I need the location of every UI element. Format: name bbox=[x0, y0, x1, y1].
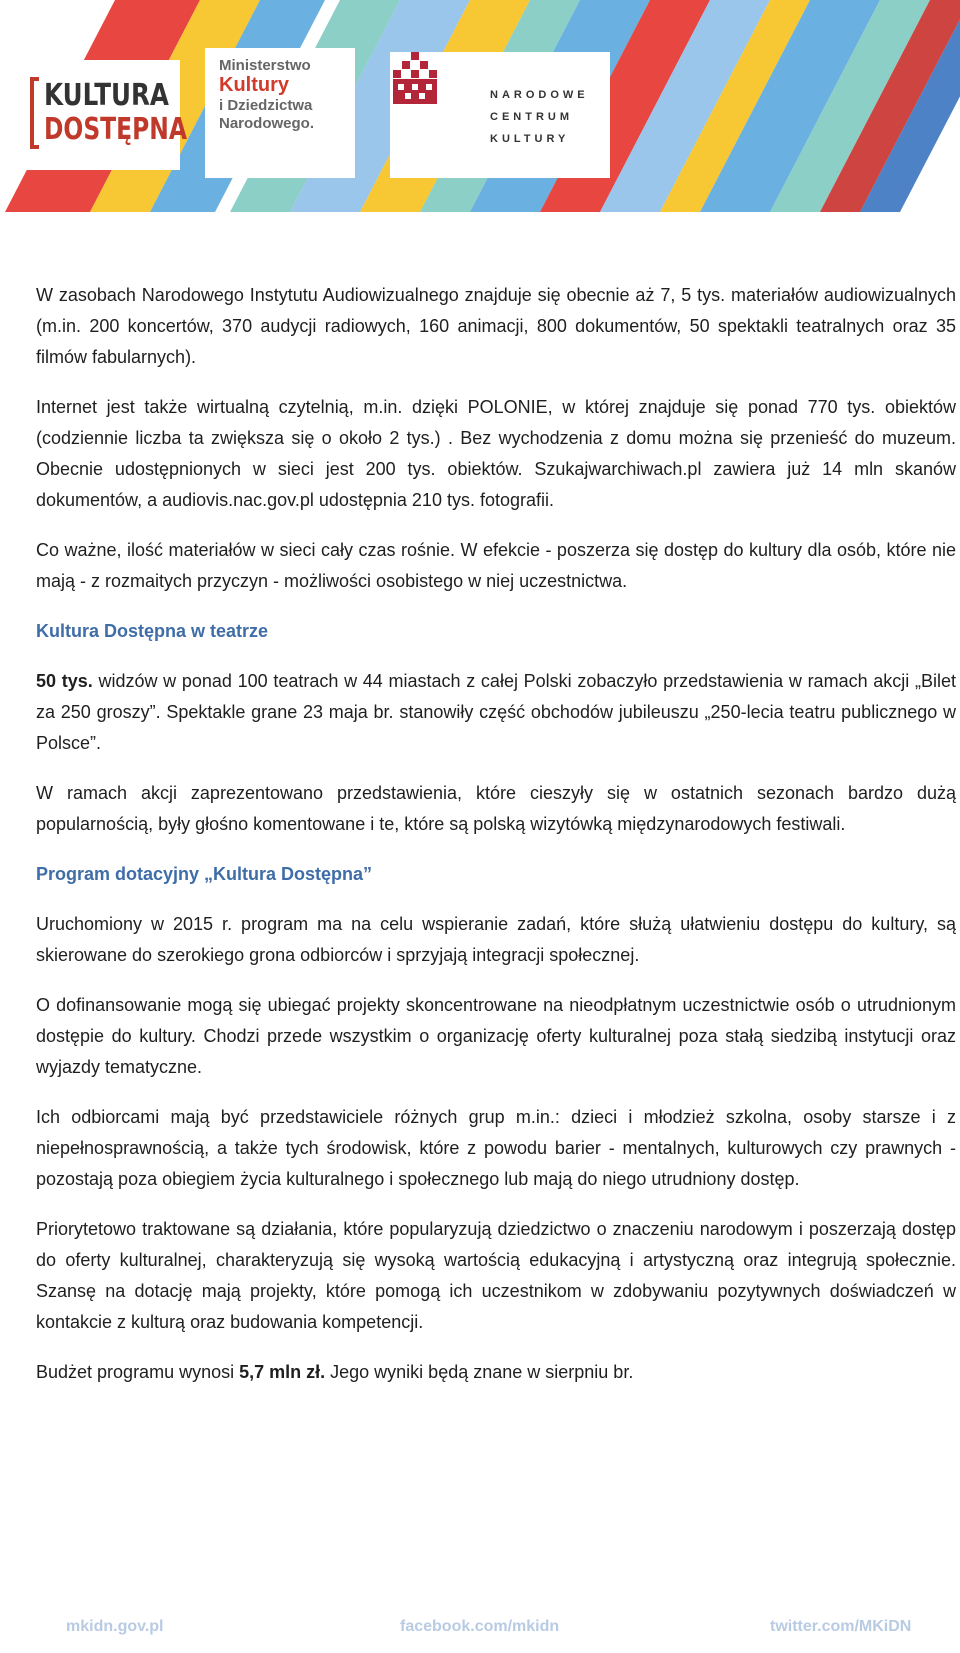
nck-emblem-icon bbox=[390, 52, 440, 104]
footer-twitter-link[interactable]: twitter.com/MKiDN bbox=[770, 1618, 912, 1635]
logo-bracket bbox=[30, 77, 39, 149]
paragraph-polona: Internet jest także wirtualną czytelnią, m.in. dzięki POLONIE, w której znajduje się ponad 770 tys. obiektów (codziennie liczba ta zwiększa się o około 2 tys.) . Bez wychodzenia z domu można się przenieść do muzeum. Obecnie udostępnionych w sieci jest 200 tys. obiektów. Szukajwarchiwach.pl zawiera już 14 mln skanów dokumentów, a audiovis.nac.gov.pl udostępnia 210 tys. fotografii. bbox=[36, 397, 956, 510]
logo-dostepna-word: DOSTĘPNA bbox=[44, 112, 187, 147]
paragraph-budget bbox=[36, 1357, 956, 1388]
highlight-viewers: 50 tys. bbox=[36, 671, 93, 691]
heading-theatre: Kultura Dostępna w teatrze bbox=[36, 621, 269, 641]
footer-facebook-link[interactable]: facebook.com/mkidn bbox=[400, 1618, 560, 1635]
nck-name bbox=[490, 84, 589, 150]
nck-line2: CENTRUM bbox=[490, 111, 573, 123]
budget-text-a: Budżet programu wynosi bbox=[36, 1362, 240, 1382]
kultura-dostepna-logo bbox=[30, 75, 187, 155]
budget-amount: 5,7 mln zł. bbox=[239, 1362, 326, 1382]
logo-kultura-word: KULTURA bbox=[44, 78, 169, 113]
paragraph-theatre-shows: W ramach akcji zaprezentowano przedstawienia, które cieszyły się w ostatnich sezonach bardzo dużą popularnością, były głośno komentowane i te, które są polską wizytówką międzynarodowych festiwali. bbox=[36, 783, 956, 834]
nck-line3: KULTURY bbox=[490, 133, 570, 145]
nck-line1: NARODOWE bbox=[490, 89, 589, 101]
banner-bottom-edge bbox=[0, 212, 960, 230]
footer-website-link[interactable]: mkidn.gov.pl bbox=[66, 1618, 164, 1635]
nck-logo bbox=[390, 52, 610, 178]
paragraph-access: Co ważne, ilość materiałów w sieci cały czas rośnie. W efekcie - poszerza się dostęp do kultury dla osób, które nie mają - z rozmaitych przyczyn - możliwości osobistego w niej uczestnictwa. bbox=[36, 540, 956, 591]
article-body bbox=[36, 280, 956, 1388]
header-banner bbox=[0, 0, 960, 230]
paragraph-program-recipients: Ich odbiorcami mają być przedstawiciele różnych grup m.in.: dzieci i młodzież szkolna, osoby starsze i z niepełnosprawnością, a także tych środowisk, które z powodu barier - mentalnych, kulturowych czy prawnych - pozostają poza obiegiem życia kulturalnego i społecznego lub mają do niego utrudniony dostęp. bbox=[36, 1107, 956, 1189]
ministry-logo-line1: Ministerstwo bbox=[219, 57, 311, 74]
heading-program: Program dotacyjny „Kultura Dostępna” bbox=[36, 864, 373, 884]
paragraph-program-funding: O dofinansowanie mogą się ubiegać projekty skoncentrowane na nieodpłatnym uczestnictwie osób o utrudnionym dostępie do kultury. Chodzi przede wszystkim o organizację oferty kulturalnej poza stałą siedzibą instytucji oraz wyjazdy tematyczne. bbox=[36, 995, 956, 1077]
budget-text-b: Jego wyniki będą znane w sierpniu br. bbox=[325, 1362, 634, 1382]
ministry-logo bbox=[205, 48, 355, 178]
paragraph-program-launch: Uruchomiony w 2015 r. program ma na celu wspieranie zadań, które służą ułatwieniu dostępu do kultury, są skierowane do szerokiego grona odbiorców i sprzyjają integracji społecznej. bbox=[36, 914, 956, 965]
paragraph-theatre-text: widzów w ponad 100 teatrach w 44 miastach z całej Polski zobaczyło przedstawienia w ramach akcji „Bilet za 250 groszy”. Spektakle grane 23 maja br. stanowiły część obchodów jubileuszu „250-lecia teatru publicznego w Polsce”. bbox=[36, 671, 957, 753]
paragraph-nina: W zasobach Narodowego Instytutu Audiowizualnego znajduje się obecnie aż 7, 5 tys. materiałów audiowizualnych (m.in. 200 koncertów, 370 audycji radiowych, 160 animacji, 800 dokumentów, 50 spektakli teatralnych oraz 35 filmów fabularnych). bbox=[36, 285, 956, 367]
ministry-logo-line2: Kultury bbox=[219, 74, 289, 96]
ministry-logo-line4: Narodowego. bbox=[219, 115, 315, 132]
paragraph-program-priorities: Priorytetowo traktowane są działania, które popularyzują dziedzictwo o znaczeniu narodowym i poszerzają dostęp do oferty kulturalnej, charakteryzują się wysoką wartością edukacyjną i artystyczną oraz integrują społecznie. Szansę na dotację mają projekty, które pomogą ich uczestnikom w zdobywaniu pozytywnych doświadczeń w kontakcie z kulturą oraz budowania kompetencji. bbox=[36, 1219, 956, 1332]
ministry-logo-line3: i Dziedzictwa bbox=[219, 97, 313, 114]
paragraph-theatre-stats bbox=[36, 666, 956, 759]
